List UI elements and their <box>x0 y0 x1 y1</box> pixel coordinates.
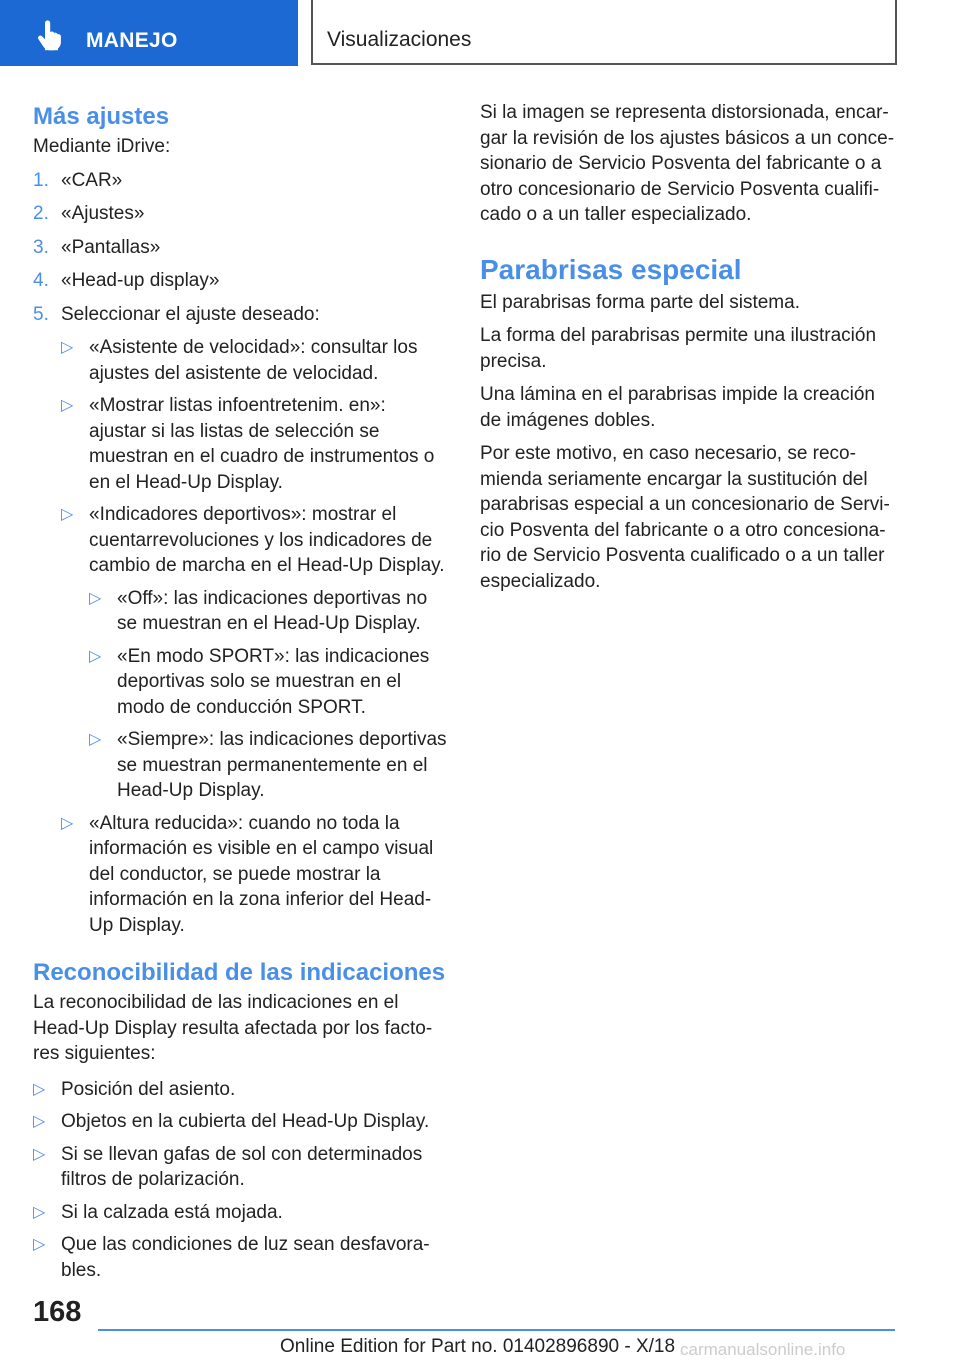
paragraph: Si la imagen se representa distorsionada, encargar la revisión de los ajustes básicos a un concesionario de Servicio Posventa del fabricante o a otro concesionario de Servicio Posventa cualificado o a un taller especializado. <box>480 102 895 225</box>
list-item <box>33 1232 447 1283</box>
option-text: «Asistente de velocidad»: consultar los ajustes del asistente de velocidad. <box>89 337 418 384</box>
chapter-label: MANEJO <box>86 29 178 52</box>
triangle-bullet-icon: ▷ <box>61 506 74 523</box>
paragraph: Por este motivo, en caso necesario, se recomienda seriamente encargar la sustitución del parabrisas especial a un concesionario de Servicio Posventa del fabricante o a otro concesionario de Servicio Posventa cualificado o a un taller especializado. <box>480 443 890 592</box>
sport-options-list <box>89 586 447 804</box>
list-item <box>89 727 447 804</box>
triangle-bullet-icon: ▷ <box>33 1203 46 1221</box>
step-item <box>33 168 447 194</box>
factor-text: Si la calzada está mojada. <box>61 1201 283 1223</box>
step-number: 5. <box>33 303 49 325</box>
step-number: 4. <box>33 270 49 291</box>
edition-text: Online Edition for Part no. 01402896890 - X/18 <box>280 1336 676 1357</box>
triangle-bullet-icon: ▷ <box>61 339 74 356</box>
heading-reconocibilidad: Reconocibilidad de las indicaciones <box>33 959 446 986</box>
triangle-bullet-icon: ▷ <box>89 731 102 748</box>
triangle-bullet-icon: ▷ <box>89 647 102 665</box>
list-item <box>61 502 447 804</box>
triangle-bullet-icon: ▷ <box>61 814 74 832</box>
heading-parabrisas: Parabrisas especial <box>480 253 742 285</box>
footer-divider <box>98 1329 895 1331</box>
list-item <box>33 1077 447 1103</box>
intro-text: Mediante iDrive: <box>33 136 171 157</box>
step-text: «Pantallas» <box>61 236 161 258</box>
heading-mas-ajustes: Más ajustes <box>33 103 170 130</box>
list-item <box>89 586 447 637</box>
factor-text: Posición del asiento. <box>61 1078 236 1100</box>
factors-list <box>33 1077 447 1284</box>
option-text: «Off»: las indicaciones deportivas no se muestran en el Head-Up Display. <box>117 587 428 634</box>
triangle-bullet-icon: ▷ <box>89 589 102 607</box>
factor-text: Objetos en la cubierta del Head-Up Display. <box>61 1111 430 1132</box>
step-item <box>33 235 447 261</box>
paragraph: La forma del parabrisas permite una ilustración precisa. <box>480 325 877 372</box>
list-item <box>61 811 447 939</box>
triangle-bullet-icon: ▷ <box>33 1080 46 1098</box>
list-item <box>33 1142 447 1193</box>
option-text: «Mostrar listas infoentretenim. en»: ajustar si las listas de selección se muestran en el cuadro de instrumentos o en el Head-Up Display. <box>89 395 435 493</box>
step-item <box>33 201 447 227</box>
list-item <box>33 1200 447 1226</box>
list-item <box>61 393 447 495</box>
options-list <box>61 335 447 938</box>
step-number: 1. <box>33 169 49 191</box>
paragraph: Una lámina en el parabrisas impide la creación de imágenes dobles. <box>480 384 875 431</box>
triangle-bullet-icon: ▷ <box>61 397 74 414</box>
step-item <box>33 302 447 939</box>
section-tab <box>311 0 897 65</box>
left-column <box>33 100 447 1290</box>
triangle-bullet-icon: ▷ <box>33 1113 46 1130</box>
step-text: «Head-up display» <box>61 270 220 291</box>
section-label: Visualizaciones <box>327 28 472 51</box>
chapter-tab <box>0 0 298 66</box>
page-number: 168 <box>33 1296 82 1328</box>
hand-pointer-icon <box>34 20 66 52</box>
step-number: 2. <box>33 203 49 224</box>
step-text: «CAR» <box>61 169 123 191</box>
option-text: «Altura reducida»: cuando no toda la información es visible en el campo visual del conductor, se puede mostrar la información en la zona inferior del Head-Up Display. <box>89 812 434 936</box>
step-text: Seleccionar el ajuste deseado: <box>61 303 320 325</box>
list-item <box>33 1109 447 1135</box>
watermark-text: carmanualsonline.info <box>680 1340 846 1359</box>
step-item <box>33 268 447 294</box>
triangle-bullet-icon: ▷ <box>33 1236 46 1253</box>
steps-list <box>33 168 447 939</box>
step-number: 3. <box>33 236 49 258</box>
option-text: «Siempre»: las indicaciones deportivas se muestran permanentemente en el Head-Up Display. <box>117 729 447 801</box>
recog-intro: La reconocibilidad de las indicaciones en el Head-Up Display resulta afectada por los factores siguientes: <box>33 992 433 1064</box>
paragraph: El parabrisas forma parte del sistema. <box>480 291 800 313</box>
factor-text: Si se llevan gafas de sol con determinados filtros de polarización. <box>61 1143 423 1190</box>
factor-text: Que las condiciones de luz sean desfavorables. <box>61 1234 430 1281</box>
option-text: «En modo SPORT»: las indicaciones deportivas solo se muestran en el modo de conducción SPORT. <box>117 645 430 718</box>
option-text: «Indicadores deportivos»: mostrar el cuentarrevoluciones y los indicadores de cambio de marcha en el Head-Up Display. <box>89 504 445 576</box>
triangle-bullet-icon: ▷ <box>33 1145 46 1163</box>
right-column <box>480 100 900 602</box>
list-item <box>61 335 447 386</box>
list-item <box>89 644 447 721</box>
step-text: «Ajustes» <box>61 203 145 224</box>
